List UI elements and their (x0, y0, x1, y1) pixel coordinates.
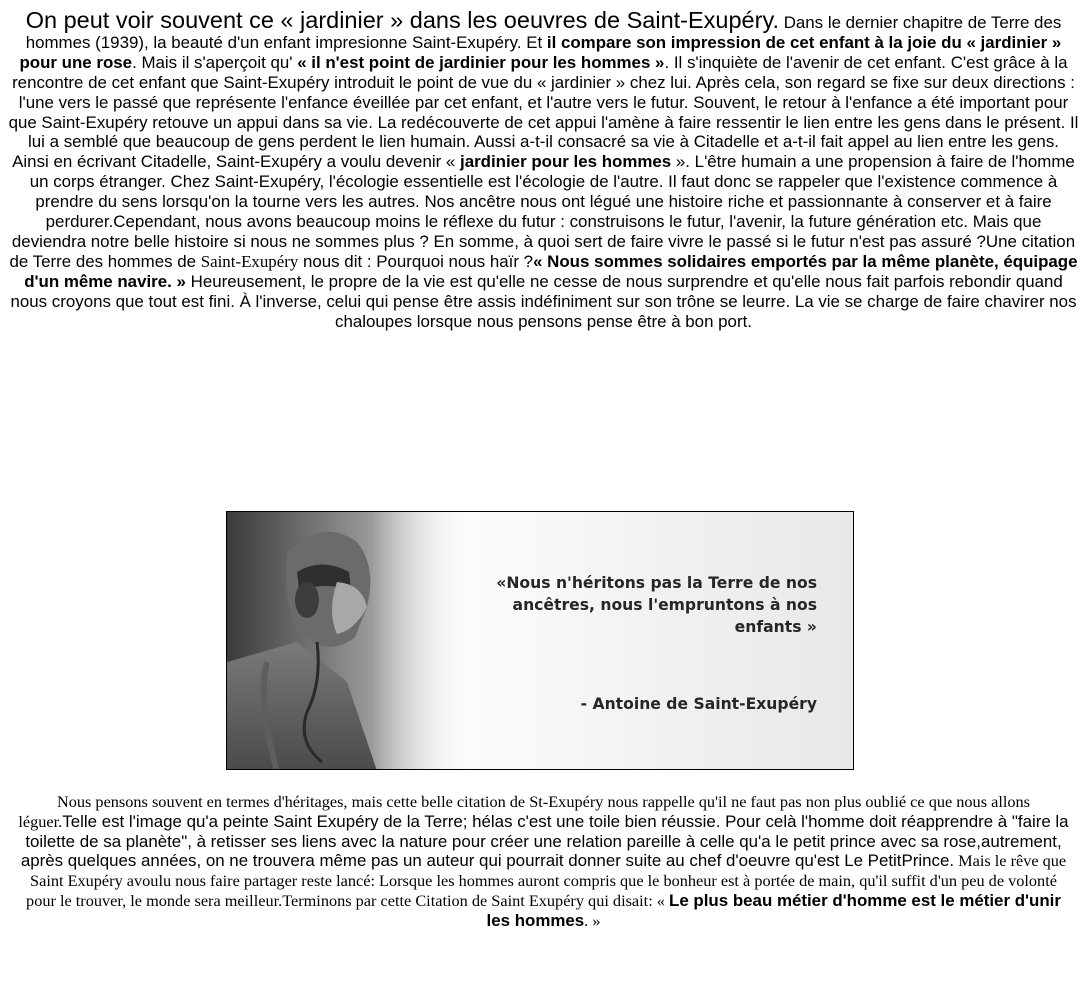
bold-run: « il n'est point de jardinier pour les hommes » (297, 52, 665, 72)
quote-image (226, 511, 854, 770)
bold-run: « Nous sommes solidaires emportés par la même planète, équipage d'un même navire. » (24, 251, 1078, 291)
bold-run: il compare son impression de cet enfant à la joie du « jardinier » pour une rose (19, 32, 1062, 72)
text-run: Heureusement, le propre de la vie est qu'elle ne cesse de nous surprendre et qu'elle nous fait parfois rebondir quand nous croyons que tout est fini. À l'inverse, celui qui pense être assis indéfiniment sur son trône se leurre. La vie se charge de faire chavirer nos chaloupes lorsque nous pensons pense être à bon port. (10, 271, 1077, 331)
text-run: Nous pensons souvent en termes d'héritages, mais cette belle citation de St-Exupéry nous rappelle qu'il ne faut pas non plus oublié ce que nous allons léguer. (18, 792, 1030, 831)
top-paragraph (8, 8, 1079, 332)
text-run: Dans le dernier chapitre de Terre des hommes (1939), la beauté d'un enfant impresionne Saint-Exupéry. Et (25, 13, 1062, 52)
quote-author: - Antoine de Saint-Exupéry (580, 695, 817, 713)
bottom-paragraph (18, 792, 1069, 931)
text-run: . Mais il s'aperçoit qu' (132, 52, 298, 72)
quote-line: enfants » (734, 618, 817, 636)
quote-line: ancêtres, nous l'empruntons à nos (512, 596, 817, 614)
bold-run: jardinier pour les hommes (460, 152, 672, 172)
text-run: Mais le rêve que Saint Exupéry avoulu nous faire partager reste lancé: Lorsque les hommes auront compris que le bonheur est à portée de main, qu'il suffit d'un peu de volonté pour le trouver, le monde sera meilleur.Terminons par cette Citation de Saint Exupéry qui disait: « (26, 851, 1067, 910)
bold-run: Le plus beau métier d'homme est le métier d'unir les hommes (486, 890, 1061, 930)
lead-sentence: On peut voir souvent ce « jardinier » dans les oeuvres de Saint-Exupéry. (25, 7, 779, 33)
text-run: . » (584, 910, 601, 930)
text-run: Telle est l'image qu'a peinte Saint Exupéry de la Terre; hélas c'est une toile bien réussie. Pour celà l'homme doit réapprendre à "faire la toilette de sa planète", à retisser ses liens avec la nature pour créer une relation pareille à celle qu'a le petit prince avec sa rose,autrement, après quelques années, on ne trouvera même pas un auteur qui pourrait donner suite au chef d'oeuvre qu'est Le PetitPrince. (20, 811, 1069, 871)
quote-text (437, 572, 817, 638)
text-run: . Il s'inquiète de l'avenir de cet enfant. C'est grâce à la rencontre de cet enfant que Saint-Exupéry introduit le point de vue du « jardinier » chez lui. Après cela, son regard se fixe sur deux directions : l'une vers le passé que représente l'enfance éveillée par cet enfant, et l'autre vers le futur. Souvent, le retour à l'enfance a été important pour que Saint-Exupéry retouve un appui dans sa vie. La redécouverte de cet appui l'amène à faire ressentir le lien entre les gens dans le présent. Il lui a semblé que beaucoup de gens perdent le lien humain. Aussi a-t-il consacré sa vie à Citadelle et a-t-il fait appel au lien entre les gens. Ainsi en écrivant Citadelle, Saint-Exupéry a voulu devenir « (8, 52, 1079, 172)
text-run: ». L'être humain a une propension à faire de l'homme un corps étranger. Chez Saint-Exupéry, l'écologie essentielle est l'écologie de l'autre. Il faut donc se rappeler que l'existence commence à prendre du sens lorsqu'on la tourne vers les autres. Nos ancêtre nous ont légué une histoire riche et passionnante à conserver et à faire perdurer.Cependant, nous avons beaucoup moins le réflexe du futur : construisons le futur, l'avenir, la future génération etc. Mais que deviendra notre belle histoire si nous ne sommes plus ? En somme, à quoi sert de faire vivre le passé si le futur n'est pas assuré ?Une citation de Terre des hommes de (9, 152, 1076, 271)
pilot-portrait-image (227, 512, 467, 770)
text-run: nous dit : Pourquoi nous haïr ? (298, 251, 534, 271)
serif-run: Saint-Exupéry (200, 251, 299, 271)
quote-line: «Nous n'héritons pas la Terre de nos (496, 574, 817, 592)
